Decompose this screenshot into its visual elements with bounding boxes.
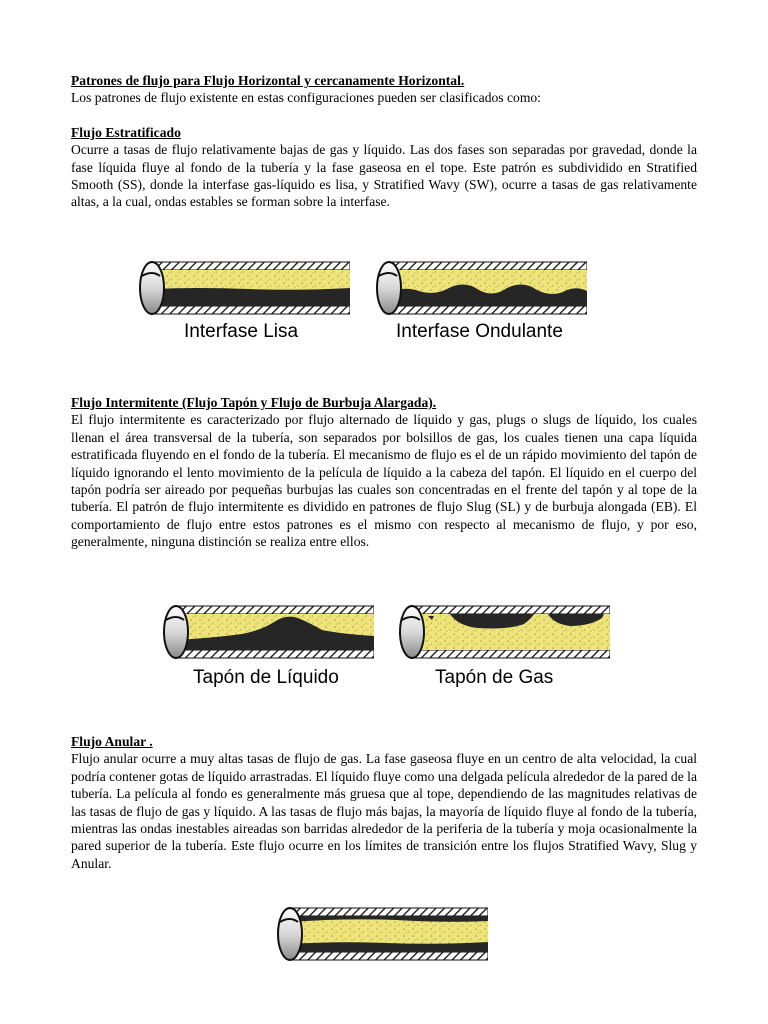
section-intermitente — [71, 394, 697, 551]
figure-interfase-ondulante — [375, 260, 587, 316]
caption-interfase-lisa: Interfase Lisa — [184, 321, 299, 342]
paragraph-flujo-anular: Flujo anular ocurre a muy altas tasas de flujo de gas. La fase gaseosa fluye en un centro de alta velocidad, la cual podría contener gotas de líquido arrastradas. El líquido fluye como una delgada película alrededor de la pared de la tubería. La película al fondo es generalmente más gruesa que al tope, dependiendo de las magnitudes relativas de las tasas de flujo de gas y líquido. A las tasas de flujo más bajas, la mayoría de líquido fluye al fondo de la tubería, mientras las ondas inestables aireadas son barridas alrededor de la periferia de la tubería y moja ocasionalmente la pared superior de la tubería. Este flujo ocurre en los límites de transición entre los flujos Stratified Wavy, Slug y Anular. — [71, 751, 697, 871]
caption-tapon-de-gas: Tapón de Gas — [435, 667, 554, 688]
paragraph-flujo-estratificado: Ocurre a tasas de flujo relativamente bajas de gas y líquido. Las dos fases son separadas por gravedad, donde la fase líquida fluye al fondo de la tubería y la fase gaseosa en el tope. Este patrón es subdividido en Stratified Smooth (SS), donde la interfase gas-líquido es lisa, y Stratified Wavy (SW), ocurre a tasas de gas relativamente altas, a la cual, ondas estables se forman sobre la interfase. — [71, 142, 697, 210]
document-page — [71, 72, 697, 211]
heading-flujo-estratificado: Flujo Estratificado — [71, 124, 181, 140]
intro-paragraph: Los patrones de flujo existente en estas configuraciones pueden ser clasificados como: — [71, 90, 541, 106]
figure-tapon-de-gas — [398, 604, 610, 660]
pipe-stratified-wavy-icon — [375, 260, 587, 316]
section-anular — [71, 733, 697, 872]
pipe-liquid-slug-icon — [162, 604, 374, 660]
heading-flujo-anular: Flujo Anular . — [71, 734, 153, 749]
document-title: Patrones de flujo para Flujo Horizontal y cercanamente Horizontal. — [71, 73, 465, 88]
pipe-gas-slug-icon — [398, 604, 610, 660]
paragraph-flujo-intermitente: El flujo intermitente es caracterizado por flujo alternado de líquido y gas, plugs o slugs de líquido, los cuales llenan el área transversal de la tubería, son separados por bolsillos de gas, los cuales tienen una capa líquida estratificada fluyendo en el fondo de la tubería. El mecanismo de flujo es el de un rápido movimiento del tapón de líquido ignorando el lento movimiento de la película de líquido a la cabeza del tapón. El líquido en el cuerpo del tapón podría ser aireado por pequeñas burbujas las cuales son concentradas en el frente del tapón y al tope de la tubería. El patrón de flujo intermitente es dividido en patrones de flujo Slug (SL) y de burbuja alongada (EB). El comportamiento de flujo entre estos patrones es el mismo con respecto al mecanismo de flujo, y por eso, generalmente, ninguna distinción se realiza entre ellos. — [71, 412, 697, 550]
caption-interfase-ondulante: Interfase Ondulante — [396, 321, 563, 342]
pipe-stratified-smooth-icon — [138, 260, 350, 316]
figure-tapon-de-liquido — [162, 604, 374, 660]
caption-tapon-de-liquido: Tapón de Líquido — [193, 667, 339, 688]
figure-flujo-anular — [276, 906, 488, 962]
heading-flujo-intermitente: Flujo Intermitente (Flujo Tapón y Flujo de Burbuja Alargada). — [71, 395, 437, 410]
figure-interfase-lisa — [138, 260, 350, 316]
pipe-annular-icon — [276, 906, 488, 962]
